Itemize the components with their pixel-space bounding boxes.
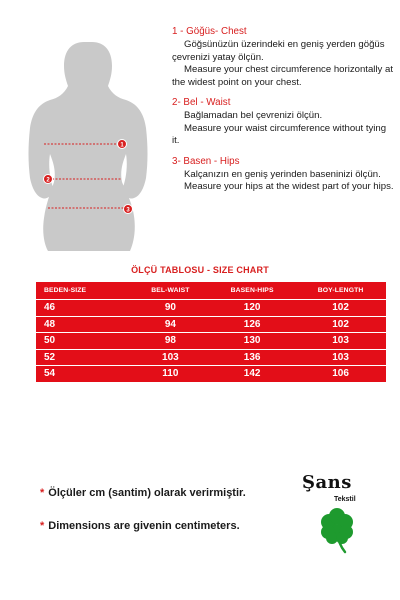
cell-size: 54 [36,366,132,382]
note-units-en [40,520,240,532]
table-row [36,349,386,366]
chest-section [172,26,394,89]
header-waist: BEL-WAIST [151,287,190,294]
chest-text-en: Measure your chest circumference horizontally at the widest point on your chest. [172,64,394,88]
cell-waist: 103 [132,349,210,366]
table-row [36,333,386,350]
cell-length: 102 [295,300,386,317]
cell-hips: 126 [209,316,295,333]
cell-size: 52 [36,349,132,366]
cell-length: 103 [295,349,386,366]
clover-icon [312,504,362,554]
logo-name: Şans [302,472,352,493]
header-length: BOY-LENGTH [317,287,364,294]
brand-logo [298,470,378,560]
cell-size: 50 [36,333,132,350]
chest-title: 1 - Göğüs- Chest [172,26,247,37]
note-units-tr-text: Ölçüler cm (santim) olarak verirmiştir. [48,487,246,499]
cell-hips: 120 [209,300,295,317]
cell-hips: 142 [209,366,295,382]
cell-hips: 130 [209,333,295,350]
hips-text-tr: Kalçanızın en geniş yerinden baseninizi ölçün. [184,169,381,181]
cell-length: 106 [295,366,386,382]
note-star: * [40,520,45,532]
cell-waist: 94 [132,316,210,333]
cell-waist: 110 [132,366,210,382]
cell-length: 102 [295,316,386,333]
cell-waist: 98 [132,333,210,350]
logo-subtitle: Tekstil [334,496,356,503]
waist-text-tr: Bağlamadan bel çevrenizi ölçün. [184,110,323,122]
waist-title: 2- Bel - Waist [172,97,231,109]
hips-text-en: Measure your hips at the widest part of your hips. [184,181,394,193]
chest-marker-label: 1 [120,142,124,149]
hips-section [172,156,394,194]
table-row [36,366,386,382]
table-header-row [36,282,386,300]
size-chart-title: ÖLÇÜ TABLOSU - SIZE CHART [131,265,269,275]
header-hips: BASEN-HIPS [230,287,274,294]
chest-text-tr: Göğsünüzün üzerindeki en geniş yerden göğüs çevrenizi yatay ölçün. [172,39,385,63]
header-size: BEDEN-SIZE [44,287,87,294]
note-units-en-text: Dimensions are givenin centimeters. [48,520,240,532]
cell-size: 48 [36,316,132,333]
hips-title: 3- Basen - Hips [172,155,240,167]
hips-marker-label: 3 [126,207,130,214]
measurement-instructions [172,26,394,202]
table-row [36,300,386,317]
cell-length: 103 [295,333,386,350]
waist-section [172,97,394,148]
waist-marker-label: 2 [46,177,50,184]
note-units-tr [40,487,246,499]
waist-text-en: Measure your waist circumference without tying it. [172,122,387,147]
cell-waist: 90 [132,300,210,317]
table-row [36,316,386,333]
body-silhouette [14,36,164,251]
note-star: * [40,487,45,499]
silhouette-shape [29,42,148,251]
size-chart-table [36,282,386,382]
cell-size: 46 [36,300,132,317]
cell-hips: 136 [209,349,295,366]
